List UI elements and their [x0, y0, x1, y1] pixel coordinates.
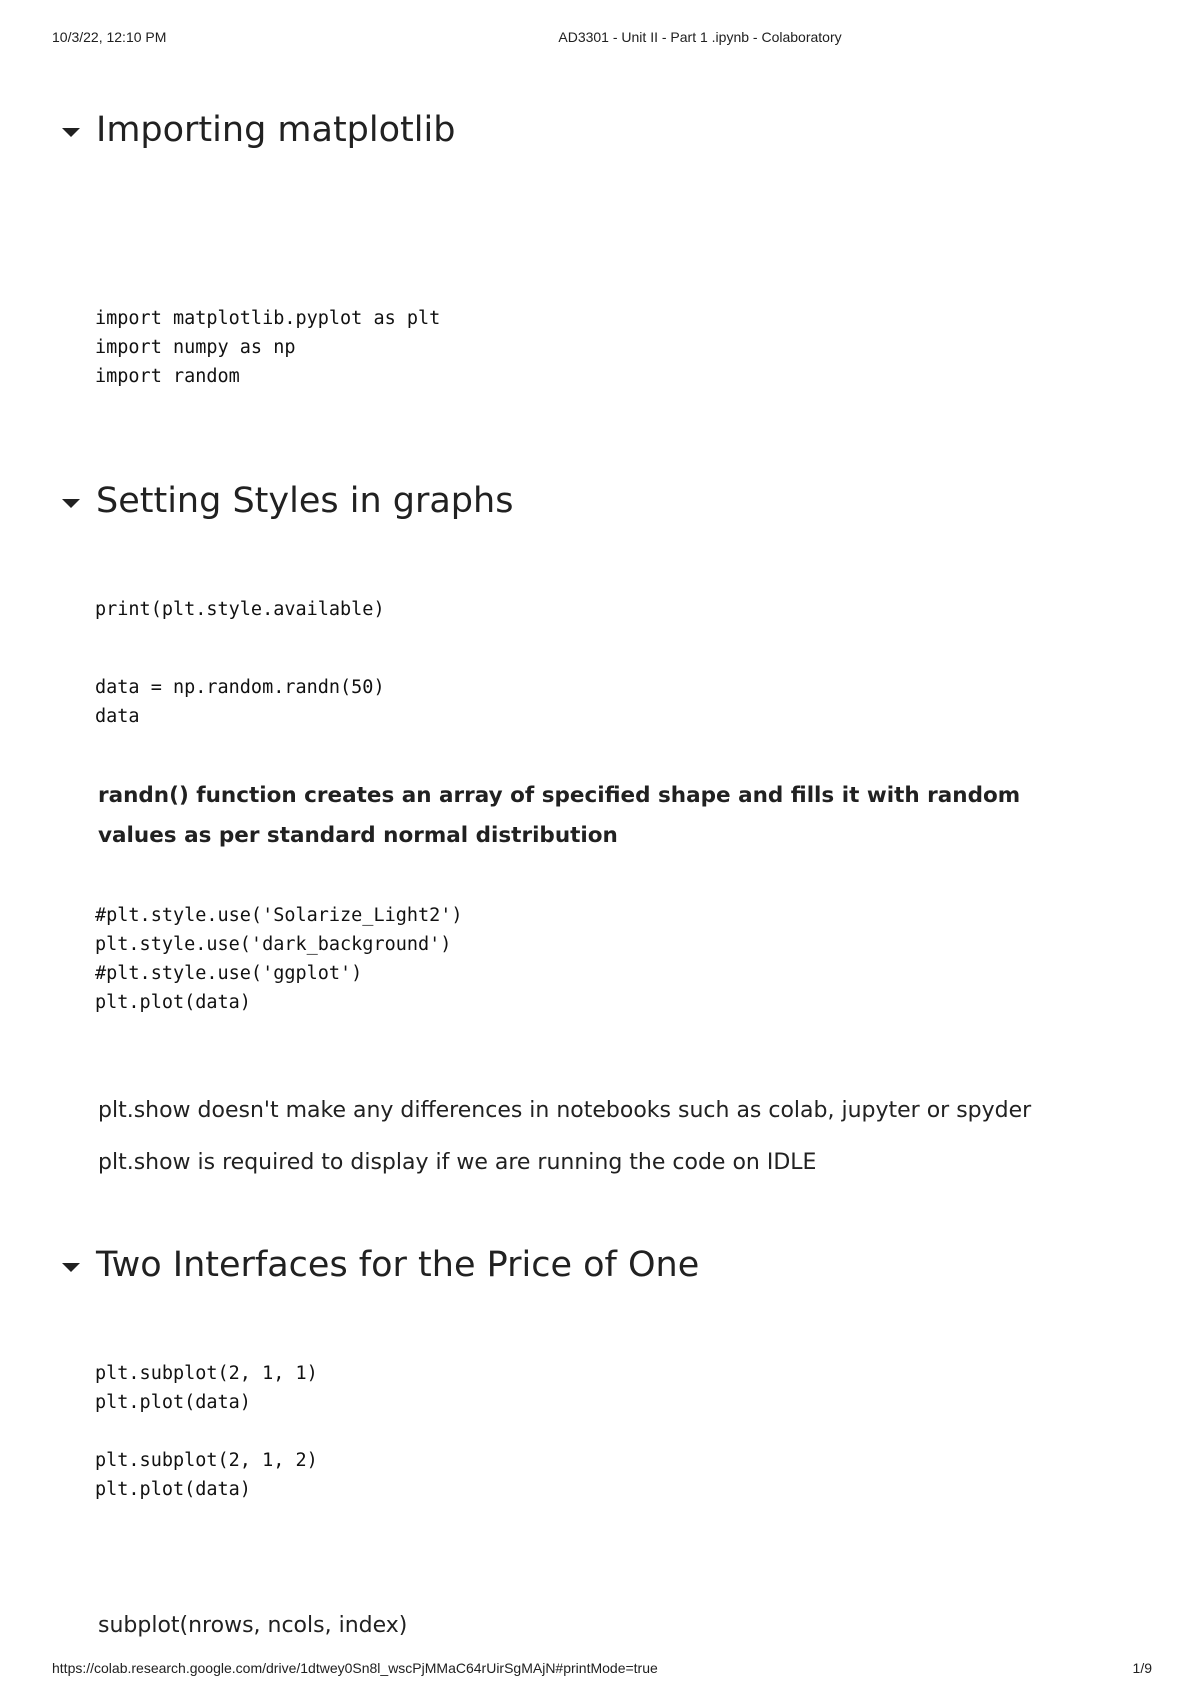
text-cell-randn-explanation: randn() function creates an array of specified shape and fills it with random values as per standard normal distribution — [98, 783, 1021, 848]
code-line: data — [95, 706, 140, 727]
code-line: plt.subplot(2, 1, 2) — [95, 1450, 318, 1471]
print-datetime: 10/3/22, 12:10 PM — [52, 29, 167, 45]
code-cell-subplots[interactable] — [95, 1359, 318, 1504]
code-cell-style-use[interactable] — [95, 901, 463, 1017]
code-cell-imports[interactable] — [95, 304, 440, 391]
code-line: plt.plot(data) — [95, 1392, 251, 1413]
print-footer — [0, 1660, 1200, 1680]
text-cell-subplot-signature: subplot(nrows, ncols, index) — [98, 1613, 408, 1638]
collapse-caret-icon[interactable] — [62, 1263, 80, 1272]
code-cell-print-styles[interactable] — [95, 595, 385, 624]
text-cell-plt-show-notebooks: plt.show doesn't make any differences in notebooks such as colab, jupyter or spyder — [98, 1098, 1032, 1123]
code-line: print(plt.style.available) — [95, 599, 385, 620]
section-heading-text: Importing matplotlib — [96, 110, 456, 150]
code-cell-random-data[interactable] — [95, 673, 385, 731]
collapse-caret-icon[interactable] — [62, 128, 80, 137]
code-line: data = np.random.randn(50) — [95, 677, 385, 698]
code-line: import matplotlib.pyplot as plt — [95, 308, 441, 329]
code-line: plt.plot(data) — [95, 1479, 251, 1500]
code-line: import random — [95, 366, 240, 387]
code-line: #plt.style.use('ggplot') — [95, 963, 363, 984]
section-heading-two-interfaces — [62, 1245, 699, 1285]
code-line: plt.plot(data) — [95, 992, 251, 1013]
text-cell-plt-show-idle: plt.show is required to display if we are running the code on IDLE — [98, 1150, 817, 1175]
section-heading-importing-matplotlib — [62, 110, 455, 150]
code-line: #plt.style.use('Solarize_Light2') — [95, 905, 463, 926]
page-number: 1/9 — [1132, 1660, 1152, 1676]
print-document-title: AD3301 - Unit II - Part 1 .ipynb - Colaboratory — [558, 29, 842, 45]
code-line-blank — [95, 1417, 318, 1446]
section-heading-text: Two Interfaces for the Price of One — [96, 1245, 700, 1285]
section-heading-setting-styles — [62, 481, 513, 521]
code-line: plt.subplot(2, 1, 1) — [95, 1363, 318, 1384]
code-line: import numpy as np — [95, 337, 296, 358]
print-url: https://colab.research.google.com/drive/1dtwey0Sn8l_wscPjMMaC64rUirSgMAjN#printMode=true — [52, 1660, 658, 1676]
code-line: plt.style.use('dark_background') — [95, 934, 452, 955]
print-header — [0, 29, 1200, 49]
section-heading-text: Setting Styles in graphs — [96, 481, 514, 521]
collapse-caret-icon[interactable] — [62, 499, 80, 508]
